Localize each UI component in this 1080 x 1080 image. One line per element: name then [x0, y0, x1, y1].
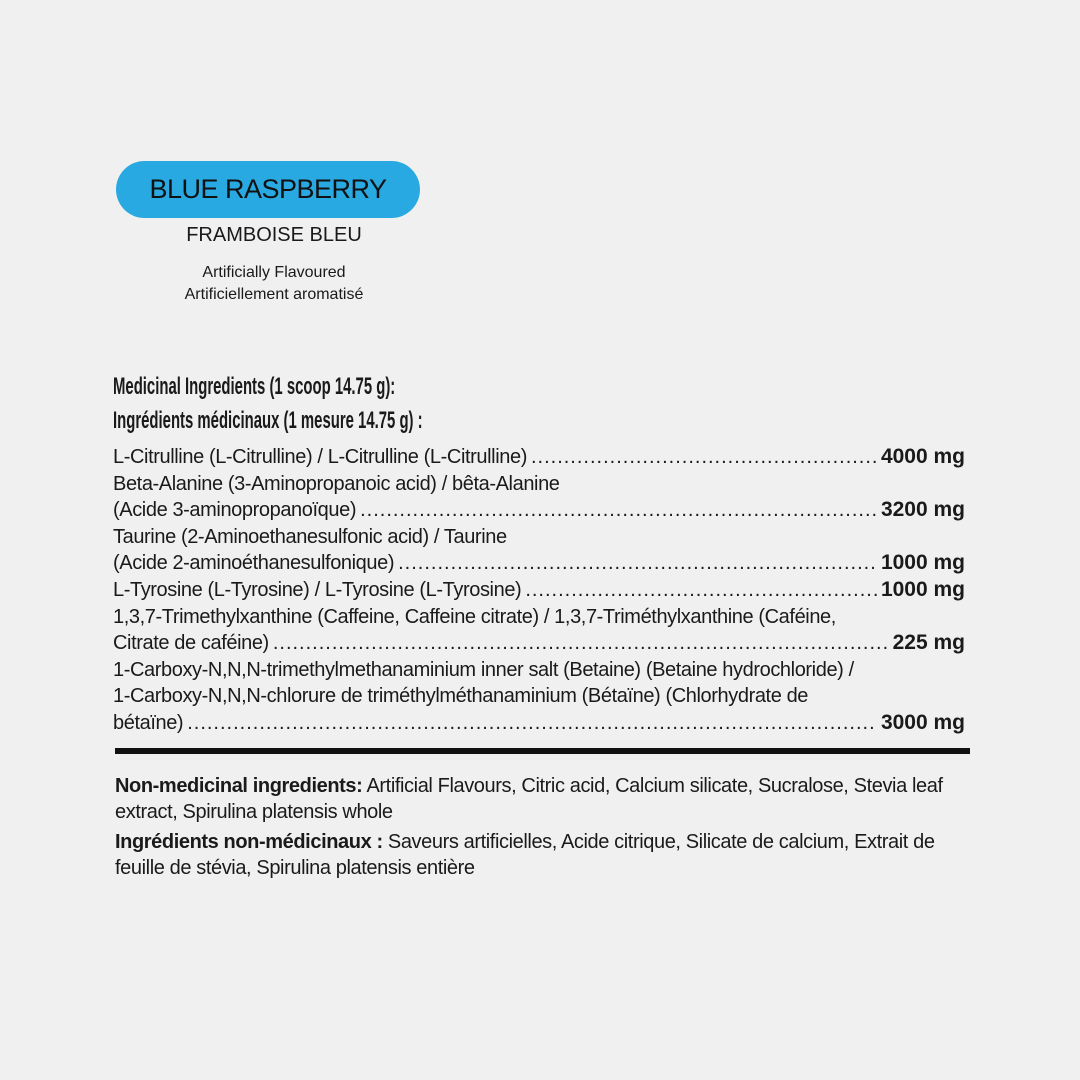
ingredient-amount: 225 mg — [892, 631, 965, 655]
ingredient-text: L-Tyrosine (L-Tyrosine) / L-Tyrosine (L-Tyrosine) — [113, 578, 522, 601]
flavour-note-en: Artificially Flavoured — [202, 264, 346, 281]
flavour-note-fr: Artificiellement aromatisé — [184, 286, 364, 303]
non-medicinal-text-fr: Saveurs artificielles, Acide citrique, Silicate de calcium, Extrait de feuille de stévia, Spirulina platensis entière — [115, 831, 935, 879]
ingredient-line — [113, 710, 965, 737]
non-medicinal-text-en: Artificial Flavours, Citric acid, Calcium silicate, Sucralose, Stevia leaf extract, Spirulina platensis whole — [115, 775, 943, 823]
medicinal-title-fr: Ingrédients médicinaux (1 mesure 14.75 g) : — [113, 407, 423, 434]
medicinal-ingredients-list — [113, 444, 965, 737]
ingredient-amount: 1000 mg — [880, 551, 965, 575]
ingredient-line — [113, 630, 965, 657]
dot-leader — [273, 630, 889, 657]
ingredient-line — [113, 657, 965, 684]
ingredient-text: 1-Carboxy-N,N,N-trimethylmethanaminium inner salt (Betaine) (Betaine hydrochloride) / — [113, 658, 854, 681]
ingredient-line — [113, 550, 965, 577]
ingredient-text: Citrate de caféine) — [113, 632, 269, 655]
ingredient-amount: 3000 mg — [880, 710, 965, 734]
ingredient-amount: 1000 mg — [880, 577, 965, 601]
ingredient-amount: 4000 mg — [880, 445, 965, 468]
non-medicinal-ingredients-en — [115, 773, 975, 825]
ingredient-line — [113, 524, 965, 551]
ingredient-line — [113, 471, 965, 498]
ingredient-text: (Acide 3-aminopropanoïque) — [113, 499, 357, 522]
non-medicinal-label-en: Non-medicinal ingredients: — [115, 775, 363, 797]
ingredient-text: 1-Carboxy-N,N,N-chlorure de triméthylméthanaminium (Bétaïne) (Chlorhydrate de — [113, 685, 809, 708]
non-medicinal-label-fr: Ingrédients non-médicinaux : — [115, 831, 383, 853]
dot-leader — [398, 550, 877, 577]
dot-leader — [360, 497, 877, 524]
ingredient-text: bétaïne) — [113, 711, 184, 734]
dot-leader — [525, 577, 877, 604]
ingredient-amount: 3200 mg — [880, 498, 965, 522]
ingredient-text: Beta-Alanine (3-Aminopropanoic acid) / bêta-Alanine — [113, 472, 560, 495]
ingredient-line — [113, 604, 965, 631]
flavour-name: BLUE RASPBERRY — [149, 174, 387, 204]
flavour-name-fr: FRAMBOISE BLEU — [186, 224, 362, 246]
ingredient-line — [113, 444, 965, 471]
dot-leader — [187, 710, 877, 737]
non-medicinal-ingredients-fr — [115, 829, 975, 881]
section-divider — [115, 748, 970, 754]
medicinal-title-en: Medicinal Ingredients (1 scoop 14.75 g): — [113, 373, 396, 400]
ingredient-line — [113, 683, 965, 710]
ingredient-text: 1,3,7-Trimethylxanthine (Caffeine, Caffeine citrate) / 1,3,7-Triméthylxanthine (Caféine, — [113, 605, 836, 628]
dot-leader — [531, 444, 877, 471]
ingredient-text: Taurine (2-Aminoethanesulfonic acid) / Taurine — [113, 525, 507, 548]
flavour-badge — [116, 161, 420, 218]
ingredient-line — [113, 577, 965, 604]
ingredient-text: (Acide 2-aminoéthanesulfonique) — [113, 552, 395, 575]
ingredient-line — [113, 497, 965, 524]
ingredient-text: L-Citrulline (L-Citrulline) / L-Citrulline (L-Citrulline) — [113, 446, 527, 468]
